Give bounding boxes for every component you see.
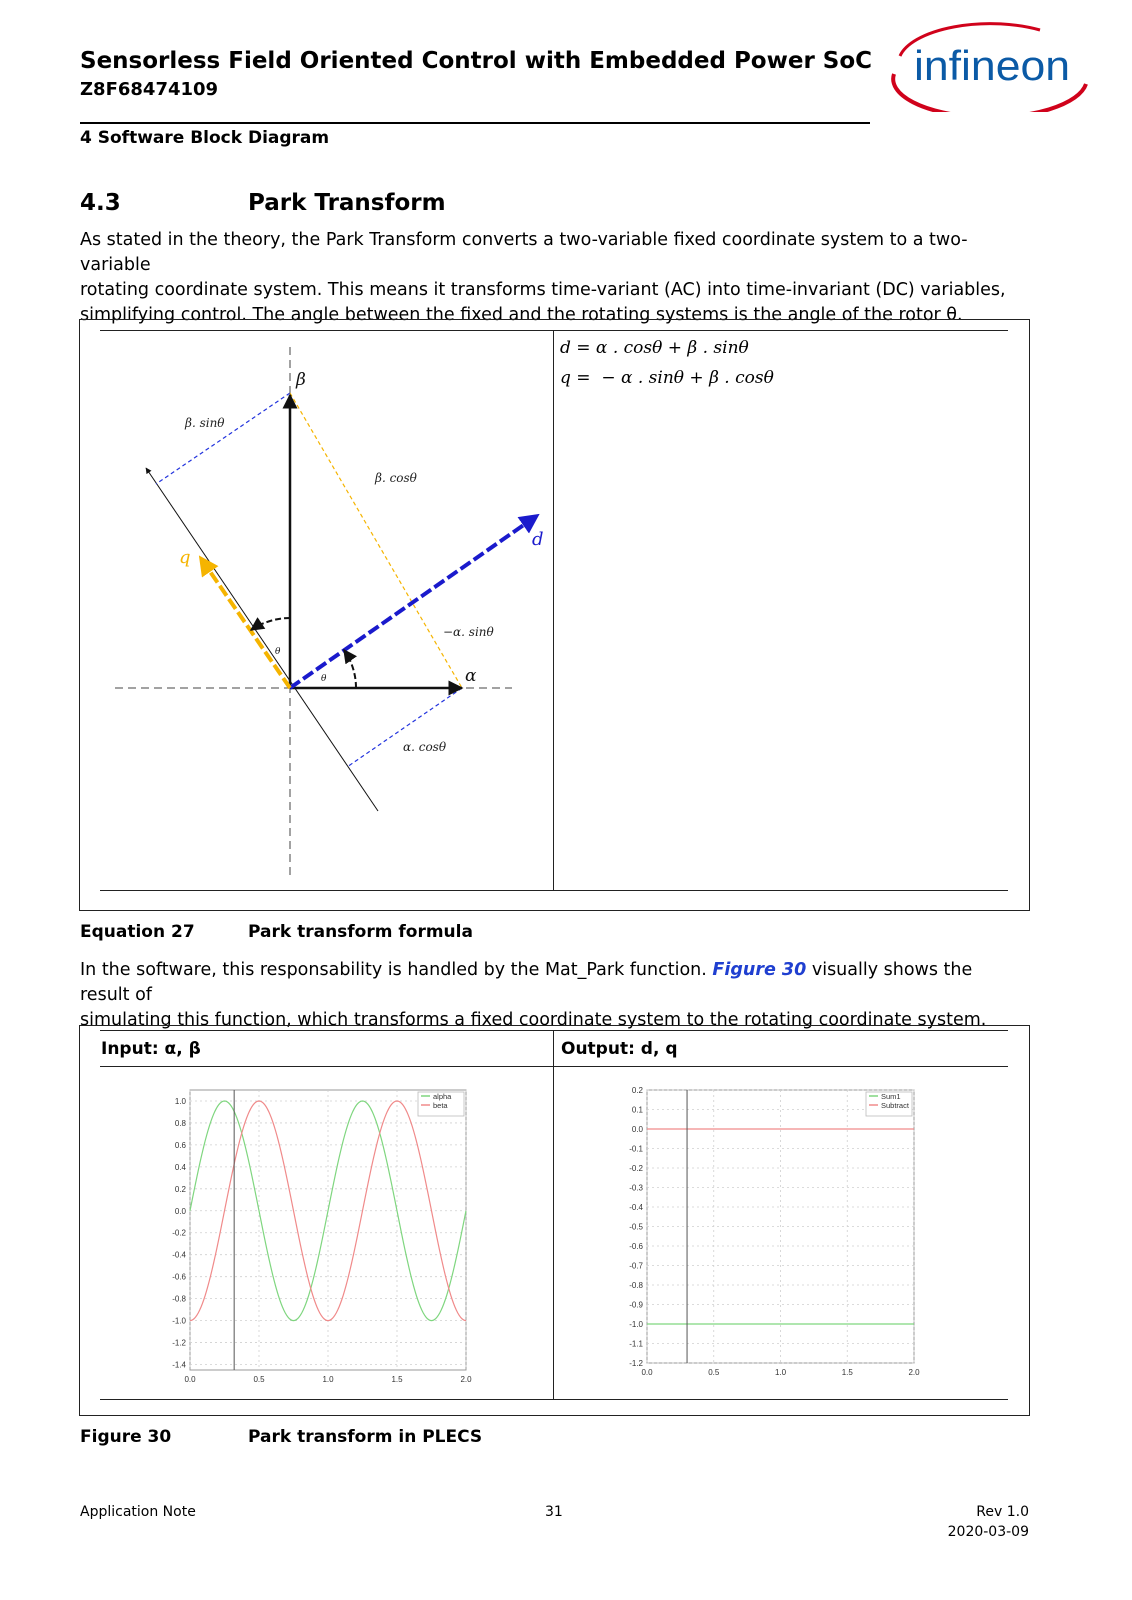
table-column-divider: [553, 330, 554, 891]
section-number: 4.3: [80, 190, 121, 216]
park-vector-diagram: [100, 335, 552, 885]
y-tick-label: -0.8: [629, 1281, 643, 1290]
footer-doc-type: Application Note: [80, 1504, 196, 1520]
y-tick-label: -0.5: [629, 1222, 643, 1232]
y-tick-label: -0.4: [172, 1250, 186, 1260]
y-tick-label: 0.0: [631, 1125, 643, 1134]
y-tick-label: -0.6: [172, 1272, 186, 1282]
y-tick-label: 0.4: [174, 1162, 186, 1172]
figure-caption-label: Figure 30: [80, 1427, 172, 1447]
beta-axis-label: β: [296, 370, 306, 390]
y-tick-label: -1.2: [172, 1338, 186, 1348]
document-id: Z8F68474109: [80, 79, 219, 100]
figure-30-link[interactable]: Figure 30: [712, 960, 807, 980]
intro-line: simplifying control. The angle between the fixed and the rotating systems is the angle of the rotor θ.: [80, 305, 963, 325]
theta-arc-d: [344, 650, 356, 688]
y-tick-label: 0.1: [631, 1105, 643, 1115]
table-rule-top: [100, 330, 1008, 331]
logo-wordmark: infineon: [914, 42, 1070, 89]
footer-page-number: 31: [545, 1504, 563, 1520]
y-tick-label: 1.0: [174, 1096, 186, 1106]
body-line: simulating this function, which transforms a fixed coordinate system to the rotating coordinate system.: [80, 1010, 987, 1030]
q-axis-label: q: [179, 547, 191, 568]
legend-entry: alpha: [433, 1092, 452, 1101]
infineon-logo: [888, 22, 1093, 112]
x-tick-label: 1.0: [322, 1375, 334, 1384]
body-line: [80, 958, 1025, 1008]
q-vector: [200, 557, 290, 688]
x-tick-label: 2.0: [460, 1375, 472, 1384]
alpha-cos-label: α. cosθ: [403, 740, 447, 754]
y-tick-label: -1.1: [629, 1339, 643, 1349]
table-rule-bottom: [100, 890, 1008, 891]
equation-q: q = − α . sinθ + β . cosθ: [560, 368, 774, 388]
y-tick-label: 0.8: [174, 1118, 186, 1128]
y-tick-label: -0.1: [629, 1144, 643, 1154]
body-paragraph: [80, 958, 1025, 1033]
beta-cos-projection: [290, 393, 462, 688]
figure-rule-bottom: [100, 1399, 1008, 1400]
theta-arc-q: [251, 618, 290, 630]
body-text: In the software, this responsability is handled by the Mat_Park function.: [80, 960, 713, 980]
y-tick-label: 0.2: [631, 1086, 643, 1095]
x-tick-label: 1.5: [841, 1368, 853, 1377]
x-tick-label: 0.0: [184, 1375, 196, 1384]
d-vector: [290, 515, 538, 688]
legend-entry: beta: [433, 1101, 448, 1110]
output-d-q-chart: [610, 1082, 920, 1394]
beta-cos-label: β. cosθ: [375, 471, 417, 485]
equation-caption-title: Park transform formula: [248, 922, 473, 942]
y-tick-label: 0.6: [174, 1140, 186, 1150]
y-tick-label: -1.4: [172, 1360, 186, 1370]
beta-sin-label: β. sinθ: [185, 416, 225, 430]
y-tick-label: 0.2: [174, 1184, 186, 1194]
legend-entry: Sum1: [881, 1092, 901, 1101]
x-tick-label: 0.5: [253, 1375, 265, 1384]
intro-paragraph: [80, 228, 1025, 328]
d-axis-label: d: [532, 529, 544, 550]
y-tick-label: -1.2: [629, 1359, 643, 1368]
y-tick-label: 0.0: [174, 1206, 186, 1216]
x-tick-label: 1.0: [774, 1368, 787, 1377]
theta-label-q: θ: [275, 647, 281, 657]
footer-revision: Rev 1.0: [976, 1504, 1029, 1520]
beta-sin-projection: [156, 393, 290, 484]
y-tick-label: -0.3: [629, 1183, 643, 1193]
output-column-heading: Output: d, q: [561, 1039, 678, 1059]
equation-caption-label: Equation 27: [80, 922, 195, 942]
body-text: visually shows the result of: [80, 960, 973, 1005]
theta-label-d: θ: [321, 674, 327, 684]
section-title: Park Transform: [248, 190, 446, 216]
y-tick-label: -1.0: [629, 1320, 643, 1329]
equation-d: d = α . cosθ + β . sinθ: [560, 338, 749, 358]
footer-date: 2020-03-09: [947, 1524, 1029, 1540]
y-tick-label: -0.7: [629, 1261, 643, 1271]
intro-line: As stated in the theory, the Park Transform converts a two-variable fixed coordinate system to a two-variable: [80, 230, 968, 275]
document-title: Sensorless Field Oriented Control with Embedded Power SoC: [80, 48, 873, 74]
y-tick-label: -0.2: [172, 1228, 186, 1238]
input-column-heading: Input: α, β: [101, 1039, 201, 1059]
alpha-cos-projection: [347, 688, 462, 767]
neg-alpha-sin-label: −α. sinθ: [443, 625, 494, 639]
header-rule: [80, 122, 870, 124]
x-tick-label: 0.0: [641, 1368, 653, 1377]
y-tick-label: -0.8: [172, 1294, 186, 1304]
figure-rule-header: [100, 1066, 1008, 1067]
y-tick-label: -1.0: [172, 1316, 186, 1326]
legend-entry: Subtract: [881, 1101, 909, 1110]
x-tick-label: 2.0: [908, 1368, 920, 1377]
input-alpha-beta-chart: [160, 1082, 480, 1394]
alpha-axis-label: α: [465, 666, 477, 686]
figure-rule-top: [100, 1030, 1008, 1031]
y-tick-label: -0.9: [629, 1300, 643, 1310]
intro-line: rotating coordinate system. This means it transforms time-variant (AC) into time-invariant (DC) variables,: [80, 280, 1006, 300]
figure-column-divider: [553, 1030, 554, 1400]
y-tick-label: -0.6: [629, 1242, 643, 1251]
rotating-q-axis-line: [146, 468, 378, 811]
y-tick-label: -0.4: [629, 1203, 643, 1212]
figure-caption-title: Park transform in PLECS: [248, 1427, 483, 1447]
x-tick-label: 1.5: [391, 1375, 403, 1384]
y-tick-label: -0.2: [629, 1164, 643, 1173]
section-breadcrumb: 4 Software Block Diagram: [80, 128, 330, 148]
x-tick-label: 0.5: [708, 1368, 720, 1377]
